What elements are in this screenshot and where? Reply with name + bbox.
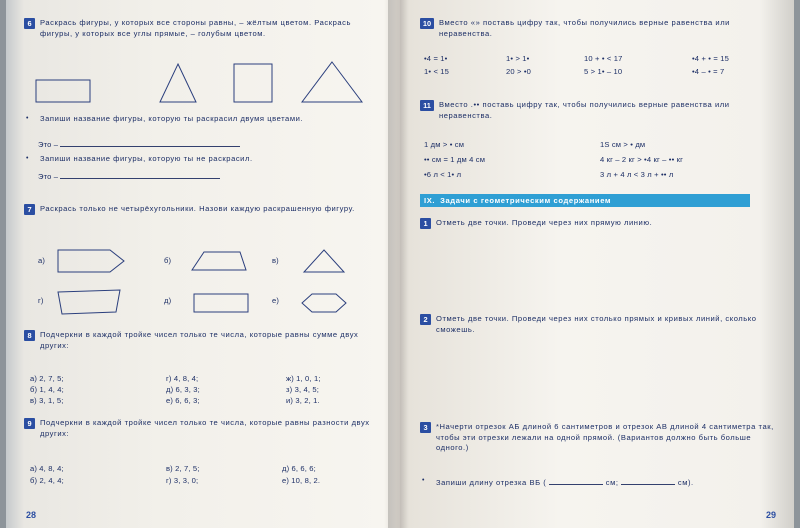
equation: •6 л < 1• л [424, 170, 462, 179]
equation: •4 = 1• [424, 54, 448, 63]
task-10-text: Вместо «» поставь цифру так, чтобы получились верные равенства или неравенства. [439, 18, 730, 38]
task-9-item-e: е) 10, 8, 2. [282, 476, 321, 485]
left-page-content [24, 18, 380, 502]
equation: •• см = 1 дм 4 см [424, 155, 486, 164]
geometry-task-3-text: *Начерти отрезок АБ длиной 6 сантиметров и отрезок АВ длиной 4 сантиметра так, чтобы эти отрезки лежали на одной прямой. (Вариантов должно быть больше одного.) [436, 422, 774, 453]
bullet-icon: • [26, 115, 30, 122]
task-7-number: 7 [24, 204, 35, 215]
bullet-icon: • [422, 477, 426, 484]
answer-label: Это – [38, 172, 59, 181]
geometry-task-3-sub [422, 476, 774, 489]
task-8-item-z: з) 3, 4, 5; [286, 385, 319, 394]
task-7-label-g: г) [38, 296, 44, 305]
triangle-shape [304, 250, 344, 272]
hexagon-shape [302, 294, 346, 312]
task-8-number: 8 [24, 330, 35, 341]
task-9-item-d: д) 6, 6, 6; [282, 464, 316, 473]
equation: 1 дм > • см [424, 140, 465, 149]
equation: 5 > 1• – 10 [584, 67, 623, 76]
square-shape [234, 64, 272, 102]
answer-blank[interactable] [60, 138, 240, 147]
section-roman: IX. [424, 196, 436, 205]
left-page-number: 28 [26, 510, 37, 520]
task-11-number: 11 [420, 100, 434, 111]
geometry-task-3-sub-text: Запиши длину отрезка ВБ ( [436, 478, 547, 487]
page-gutter-shadow [388, 0, 400, 528]
task-8-item-e: е) 6, 6, 3; [166, 396, 200, 405]
task-6-text: Раскрась фигуры, у которых все стороны равны, – жёлтым цветом. Раскрась фигуры, у которых все углы прямые, – голубым цветом. [40, 18, 352, 38]
equation: 4 кг – 2 кг > •4 кг – •• кг [600, 155, 684, 164]
book-right-edge [794, 0, 800, 528]
answer-blank[interactable] [621, 476, 675, 485]
task-9-item-b: б) 2, 4, 4; [30, 476, 64, 485]
bullet-icon: • [26, 155, 30, 162]
equation: •4 + • = 15 [692, 54, 729, 63]
unit-label-2: см). [677, 478, 694, 487]
answer-label: Это – [38, 140, 59, 149]
geometry-task-1-text: Отметь две точки. Проведи через них прямую линию. [436, 218, 653, 227]
right-page [406, 0, 794, 528]
task-7-label-v: в) [272, 256, 279, 265]
task-6-sub2-text: Запиши название фигуры, которую ты не раскрасил. [40, 154, 253, 163]
task-6-answer-1 [38, 138, 240, 151]
task-6-answer-2 [38, 170, 220, 183]
task-8-text: Подчеркни в каждой тройке чисел только те числа, которые равны сумме двух других: [40, 330, 359, 350]
task-8-item-g: г) 4, 8, 4; [166, 374, 199, 383]
task-7-label-a: а) [38, 256, 46, 265]
equation: 1S см > • дм [600, 140, 646, 149]
arrow-pentagon-shape [58, 250, 124, 272]
task-7-text: Раскрась только не четырёхугольники. Назови каждую раскрашенную фигуру. [40, 204, 355, 213]
geometry-task-3-number: 3 [420, 422, 431, 433]
task-6-number: 6 [24, 18, 35, 29]
task-7-label-b: б) [164, 256, 172, 265]
left-page [6, 0, 394, 528]
task-7-shape-group [24, 242, 376, 328]
task-9-item-v: в) 2, 7, 5; [166, 464, 200, 473]
task-11-text: Вместо .•• поставь цифру так, чтобы получились верные равенства или неравенства. [439, 100, 730, 120]
task-6-sub1 [26, 114, 370, 125]
equation: 10 + • < 17 [584, 54, 623, 63]
geometry-task-2-number: 2 [420, 314, 431, 325]
triangle-equilateral-shape [302, 62, 362, 102]
section-title: Задачи с геометрическим содержанием [440, 196, 612, 205]
equation: 20 > •0 [506, 67, 532, 76]
task-9-item-a: а) 4, 8, 4; [30, 464, 64, 473]
task-8-item-b: б) 1, 4, 4; [30, 385, 64, 394]
task-9-number: 9 [24, 418, 35, 429]
unit-label-1: см; [605, 478, 619, 487]
equation: 1• < 15 [424, 67, 450, 76]
task-6-shapes [28, 56, 376, 106]
task-7-label-e: е) [272, 296, 280, 305]
task-8-item-a: а) 2, 7, 5; [30, 374, 64, 383]
task-8-item-i: и) 3, 2, 1. [286, 396, 320, 405]
right-page-content [420, 18, 778, 502]
task-10-number: 10 [420, 18, 434, 29]
task-7-label-d: д) [164, 296, 172, 305]
task-6-sub1-text: Запиши название фигуры, которую ты раскрасил двумя цветами. [40, 114, 304, 123]
task-9-text: Подчеркни в каждой тройке чисел только те числа, которые равны разности двух других: [40, 418, 370, 438]
geometry-task-2-text: Отметь две точки. Проведи через них столько прямых и кривых линий, сколько сможешь. [436, 314, 757, 334]
quadrilateral-shape [58, 290, 120, 314]
triangle-narrow-shape [160, 64, 196, 102]
equation: 1• > 1• [506, 54, 530, 63]
answer-blank[interactable] [549, 476, 603, 485]
task-9-item-g: г) 3, 3, 0; [166, 476, 199, 485]
right-page-number: 29 [765, 510, 776, 520]
page-gutter-highlight [400, 0, 410, 528]
answer-blank[interactable] [60, 170, 220, 179]
task-6-sub2 [26, 154, 370, 165]
task-8-item-v: в) 3, 1, 5; [30, 396, 64, 405]
equation: 3 л + 4 л < 3 л + •• л [600, 170, 674, 179]
geometry-task-1-number: 1 [420, 218, 431, 229]
task-7-shapes [24, 242, 376, 328]
task-8-item-d: д) 6, 3, 3; [166, 385, 200, 394]
trapezoid-shape [192, 252, 246, 270]
rectangle-shape [194, 294, 248, 312]
rectangle-shape [36, 80, 90, 102]
task-6-shape-group [28, 56, 376, 108]
task-8-item-zh: ж) 1, 0, 1; [286, 374, 321, 383]
equation: •4 – • = 7 [692, 67, 725, 76]
section-header [420, 194, 750, 207]
